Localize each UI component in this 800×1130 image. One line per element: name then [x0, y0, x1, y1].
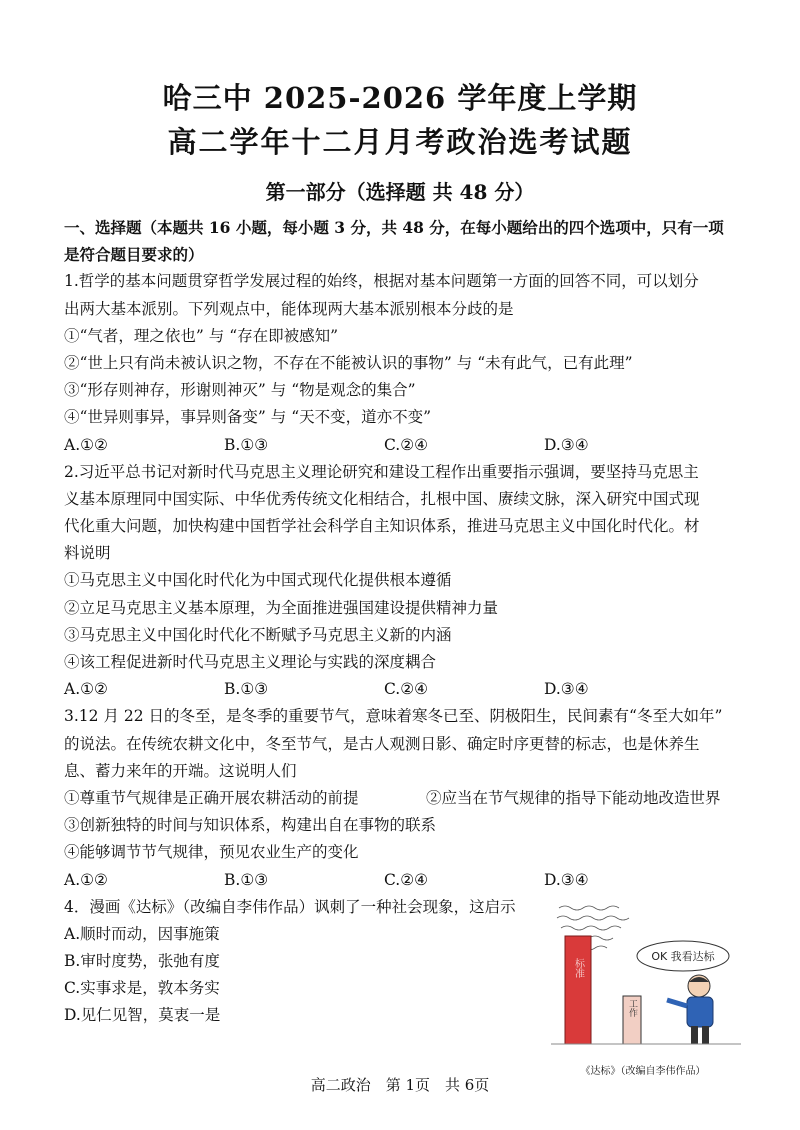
exam-content: [64, 214, 744, 1030]
q4-option-a[interactable]: A.顺时而动，因事施策: [64, 924, 220, 943]
q3-statement-pair: [64, 785, 744, 812]
q3-stem-line: 3.12 月 22 日的冬至，是冬季的重要节气，意味着寒冬已至、阴极阳生，民间素有“冬至大如年”: [64, 707, 723, 726]
question-1: [64, 268, 744, 458]
cartoon-dabiao: [551, 898, 741, 1048]
q1-option-d[interactable]: D.③④: [544, 435, 589, 454]
q2-option-a[interactable]: A.①②: [64, 680, 108, 699]
q1-option-a[interactable]: A.①②: [64, 435, 108, 454]
q4-stem-line: 4．漫画《达标》（改编自李伟作品）讽刺了一种社会现象，这启示: [64, 897, 516, 916]
q1-option-b[interactable]: B.①③: [224, 435, 269, 454]
question-3: [64, 703, 744, 893]
q2-statement: ①马克思主义中国化时代化为中国式现代化提供根本遵循: [64, 571, 452, 590]
q1-statement: ③“形存则神存，形谢则神灭” 与 “物是观念的集合”: [64, 381, 416, 400]
q2-statement: ③马克思主义中国化时代化不断赋予马克思主义新的内涵: [64, 625, 452, 644]
q4-text: [64, 894, 544, 1030]
part-title: 第一部分（选择题 共 48 分）: [265, 180, 535, 204]
page-footer: 高二政治 第 1页 共 6页: [310, 1076, 490, 1094]
q4-option-c[interactable]: C.实事求是，敦本务实: [64, 979, 220, 998]
q2-option-c[interactable]: C.②④: [384, 680, 429, 699]
q2-stem-line: 义基本原理同中国实际、中华优秀传统文化相结合，扎根中国、赓续文脉，深入研究中国式现: [64, 489, 700, 508]
q3-stem-line: 的说法。在传统农耕文化中，冬至节气，是古人观测日影、确定时序更替的标志，也是休养生: [64, 734, 700, 753]
q2-option-d[interactable]: D.③④: [544, 680, 589, 699]
question-2: [64, 459, 744, 704]
banner-text: 标准: [572, 957, 584, 978]
q3-option-c[interactable]: C.②④: [384, 870, 429, 889]
q3-statement: ④能够调节节气规律，预见农业生产的变化: [64, 843, 359, 862]
speech-text: OK 我看达标: [651, 949, 715, 963]
q2-stem-line: 2.习近平总书记对新时代马克思主义理论研究和建设工程作出重要指示强调，要坚持马克思主: [64, 462, 699, 481]
q3-option-a[interactable]: A.①②: [64, 870, 108, 889]
q3-statement: ③创新独特的时间与知识体系，构建出自在事物的联系: [64, 816, 437, 835]
q3-options: [64, 867, 744, 894]
exam-title-line2: 高二学年十二月月考政治选考试题: [167, 125, 633, 159]
q1-statement: ②“世上只有尚未被认识之物，不存在不能被认识的事物” 与 “未有此气，已有此理”: [64, 353, 633, 372]
q2-stem-line: 料说明: [64, 544, 111, 563]
q2-statement: ④该工程促进新时代马克思主义理论与实践的深度耦合: [64, 653, 437, 671]
q1-stem-line: 1.哲学的基本问题贯穿哲学发展过程的始终，根据对基本问题第一方面的回答不同，可以划分: [64, 272, 699, 291]
exam-title-line1: 哈三中 2025-2026 学年度上学期: [162, 81, 638, 115]
q1-stem-line: 出两大基本派别。下列观点中，能体现两大基本派别根本分歧的是: [64, 299, 514, 318]
section-heading-line1: 一、选择题（本题共 16 小题，每小题 3 分，共 48 分，在每小题给出的四个选项中，只有一项: [64, 218, 724, 237]
red-banner: [565, 936, 591, 1044]
q1-statement: ④“世异则事异，事异则备变” 与 “天不变，道亦不变”: [64, 408, 432, 427]
cartoon-caption: 《达标》（改编自李伟作品）: [580, 1066, 706, 1077]
q1-statement: ①“气者，理之依也” 与 “存在即被感知”: [64, 326, 339, 345]
q3-option-d[interactable]: D.③④: [544, 870, 589, 889]
q4-option-d[interactable]: D.见仁见智，莫衷一是: [64, 1006, 221, 1025]
q4-option-b[interactable]: B.审时度势，张弛有度: [64, 952, 220, 971]
q1-option-c[interactable]: C.②④: [384, 435, 429, 454]
q1-options: [64, 432, 744, 459]
q3-statement: ②应当在节气规律的指导下能动地改造世界: [426, 788, 721, 807]
q3-statement: ①尊重节气规律是正确开展农耕活动的前提: [64, 788, 359, 807]
q3-stem-line: 息、蓄力来年的开端。这说明人们: [64, 761, 297, 780]
post-text: 工作: [627, 998, 637, 1017]
section-heading-line2: 是符合题目要求的）: [64, 245, 204, 265]
q2-stem-line: 代化重大问题，加快构建中国哲学社会科学自主知识体系，推进马克思主义中国化时代化。材: [64, 517, 700, 536]
q2-statement: ②立足马克思主义基本原理，为全面推进强国建设提供精神力量: [64, 598, 499, 617]
man-figure: [667, 975, 713, 1044]
q3-option-b[interactable]: B.①③: [224, 870, 269, 889]
q2-option-b[interactable]: B.①③: [224, 680, 269, 699]
q2-options: [64, 676, 744, 703]
question-4: [64, 894, 744, 1030]
